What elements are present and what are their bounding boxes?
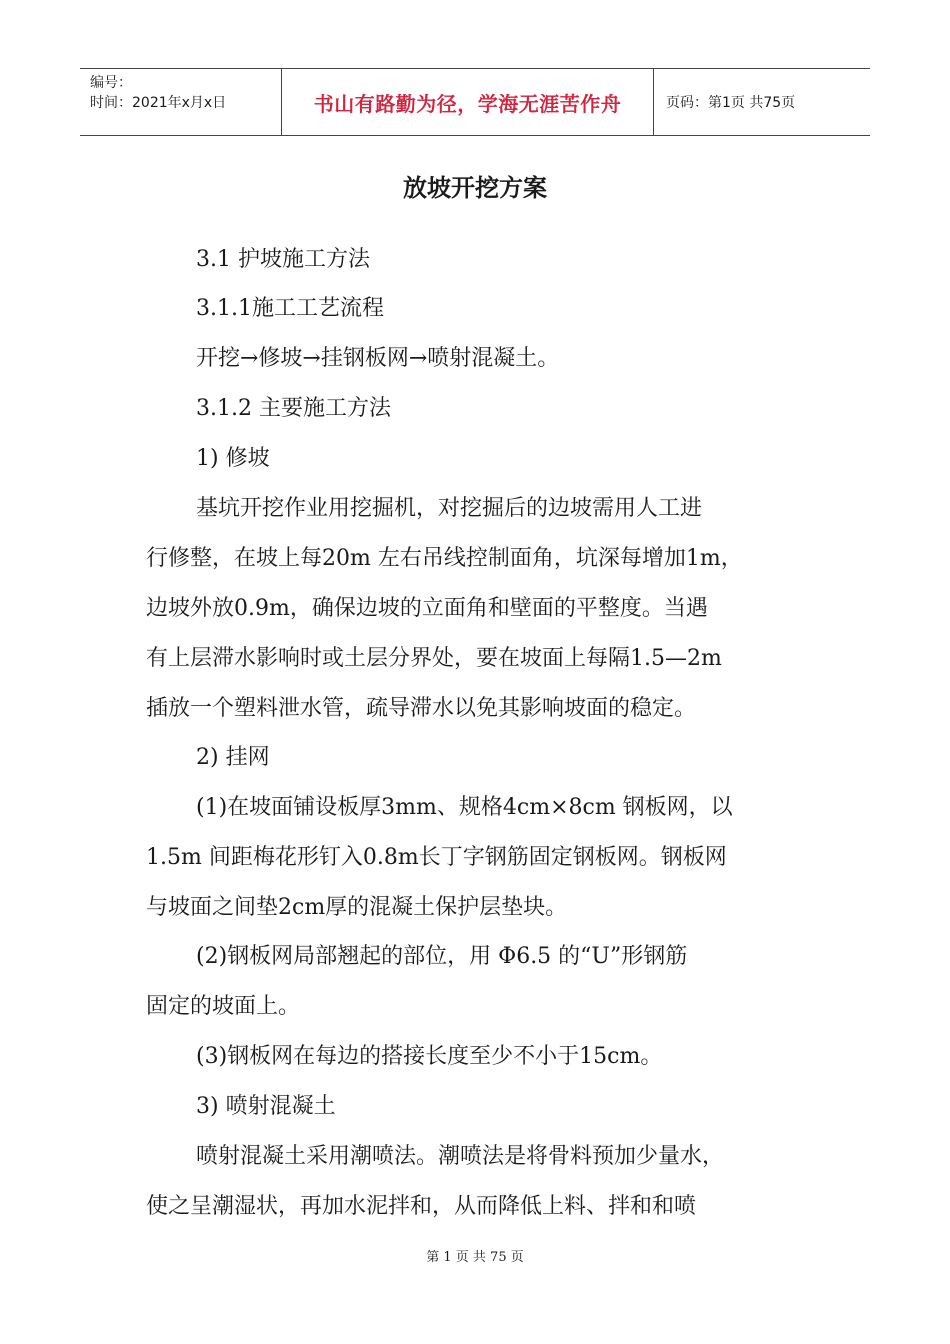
document-title: 放坡开挖方案 <box>403 174 547 202</box>
page-footer: 第 1 页 共 75 页 <box>426 1250 524 1265</box>
page-info: 页码：第1页 共75页 <box>666 95 796 111</box>
subsection-heading: 3.1.1施工工艺流程 <box>196 296 384 321</box>
page-header <box>80 68 870 136</box>
body-text-line: 开挖→修坡→挂钢板网→喷射混凝土。 <box>196 346 560 371</box>
time-label: 时间：2021年x月x日 <box>90 95 227 111</box>
body-text-line: (1)在坡面铺设板厚3mm、规格4cm×8cm 钢板网，以 <box>196 795 733 820</box>
body-text-line: 基坑开挖作业用挖掘机，对挖掘后的边坡需用人工进 <box>196 496 703 521</box>
body-text-line: 有上层滞水影响时或土层分界处，要在坡面上每隔1.5—2m <box>146 646 722 671</box>
body-text-line: 行修整，在坡上每20m 左右吊线控制面角，坑深每增加1m， <box>146 546 743 571</box>
body-text-line: 1.5m 间距梅花形钉入0.8m长丁字钢筋固定钢板网。钢板网 <box>146 845 727 870</box>
body-text-line: (3)钢板网在每边的搭接长度至少不小于15cm。 <box>196 1044 663 1069</box>
body-text-line: 固定的坡面上。 <box>146 994 301 1019</box>
item-heading: 1) 修坡 <box>196 446 270 471</box>
body-text-line: 使之呈潮湿状，再加水泥拌和，从而降低上料、拌和和喷 <box>146 1194 697 1219</box>
serial-label: 编号： <box>90 75 132 91</box>
header-meta <box>80 69 282 135</box>
item-heading: 3) 喷射混凝土 <box>196 1094 336 1119</box>
body-text-line: (2)钢板网局部翘起的部位，用 Φ6.5 的“U”形钢筋 <box>196 944 688 969</box>
subsection-heading: 3.1.2 主要施工方法 <box>196 396 391 421</box>
body-text-line: 插放一个塑料泄水管，疏导滞水以免其影响坡面的稳定。 <box>146 696 697 721</box>
body-text-line: 与坡面之间垫2cm厚的混凝土保护层垫块。 <box>146 895 568 920</box>
body-text-line: 边坡外放0.9m，确保边坡的立面角和壁面的平整度。当遇 <box>146 596 708 621</box>
header-motto-cell <box>282 69 654 135</box>
motto-text: 书山有路勤为径，学海无涯苦作舟 <box>313 91 622 116</box>
section-heading: 3.1 护坡施工方法 <box>196 247 370 272</box>
item-heading: 2) 挂网 <box>196 745 270 770</box>
header-page-info-cell <box>654 69 870 135</box>
body-text-line: 喷射混凝土采用潮喷法。潮喷法是将骨料预加少量水， <box>196 1144 725 1169</box>
